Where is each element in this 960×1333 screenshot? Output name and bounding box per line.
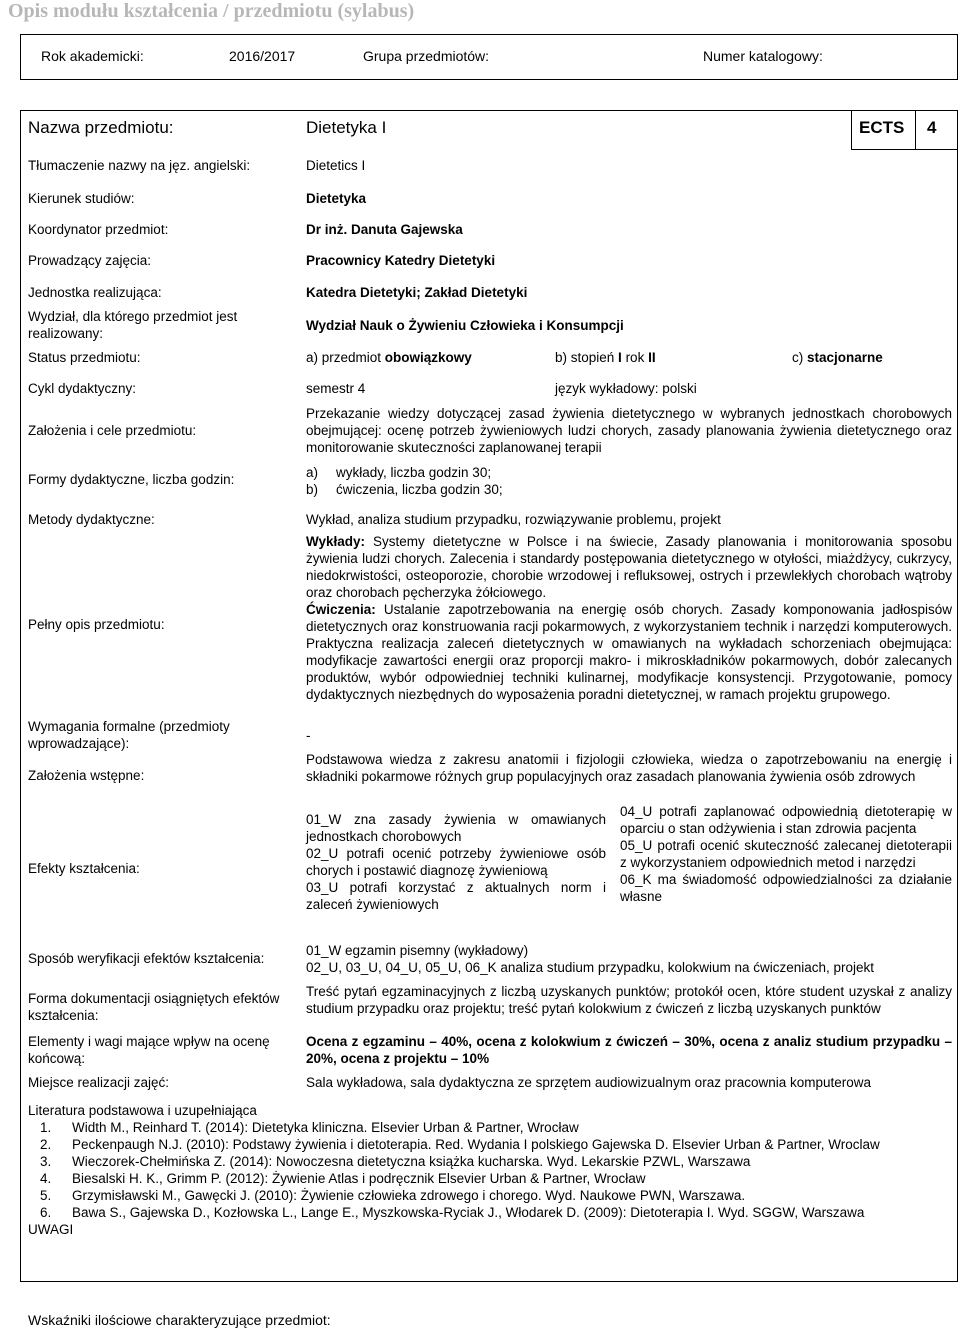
course-name-value: Dietetyka I [306,118,387,137]
kierunek-label: Kierunek studiów: [28,191,135,206]
koordynator-value: Dr inż. Danuta Gajewska [306,222,463,237]
literatura-item: 4. Biesalski H. K., Grimm P. (2012): Żywienie Atlas i podręcznik Elsevier Urban & Partner, Wrocław [40,1171,646,1186]
metody-label: Metody dydaktyczne: [28,512,155,527]
wydzial-value: Wydział Nauk o Żywieniu Człowieka i Konsumpcji [306,318,624,333]
opis-label: Pełny opis przedmiotu: [28,617,165,632]
footer-text: Wskaźniki ilościowe charakteryzujące przedmiot: [28,1312,331,1328]
ects-divider [915,110,916,150]
literatura-label: Literatura podstawowa i uzupełniająca [28,1103,257,1118]
dokumentacja-value: Treść pytań egzaminacyjnych z liczbą uzyskanych punktów; protokół ocen, które student uzyskał z analizy studium przypadku oraz projektu; treść pytań kolokwium z ćwiczeń z liczbą uzyskanych punktów [306,984,952,1016]
efekty-left: 01_W zna zasady żywienia w omawianych jednostkach chorobowych 02_U potrafi ocenić potrzeby żywieniowe osób chorych i postawić diagnozę żywieniową 03_U potrafi korzystać z aktualnych norm i zaleceń żywieniowych [306,812,606,912]
koordynator-label: Koordynator przedmiot: [28,222,169,237]
rok-value: 2016/2017 [229,48,296,64]
cykl-value: semestr 4 [306,381,366,396]
literatura-item: 2. Peckenpaugh N.J. (2010): Podstawy żywienia i dietoterapia. Red. Wydania I polskiego Gajewska D. Elsevier Urban & Partner, Wroclaw [40,1137,880,1152]
numer-label: Numer katalogowy: [703,48,823,64]
ects-value: 4 [927,118,937,137]
status-b: b) stopień I rok II [555,350,656,365]
status-a: a) przedmiot obowiązkowy [306,350,472,365]
tlumaczenie-label: Tłumaczenie nazwy na jęz. angielski: [28,158,251,173]
uwagi-label: UWAGI [28,1222,74,1237]
jednostka-value: Katedra Dietetyki; Zakład Dietetyki [306,285,528,300]
literatura-section [28,1102,880,1238]
literatura-item: 3. Wieczorek-Chełmińska Z. (2014): Nowoczesna dietetyczna książka kucharska. Wyd. Lekarskie PZWL, Warszawa [40,1154,751,1169]
wymagania-value: - [306,728,311,743]
status-c: c) stacjonarne [792,350,883,365]
cykl-label: Cykl dydaktyczny: [28,381,137,396]
jezyk-value: język wykładowy: polski [555,381,697,396]
literatura-list [28,1119,880,1221]
opis-value: Wykłady: Systemy dietetyczne w Polsce i na świecie, Zasady planowania i monitorowania sposobu żywienia ludzi chorych. Zalecenia i standardy postępowania dietetycznego w otyłości, miażdżycy, cukrzycy, niedokrwistości, osteoporozie, chorobie wrzodowej i refluksowej, ostrych i przewlekłych chorobach wątroby oraz chorobach pęcherzyka żółciowego. Ćwiczenia: Ustalanie zapotrzebowania na energię osób chorych. Zasady komponowania jadłospisów dietetycznych oraz konstruowania racji pokarmowych, z wykorzystaniem technik i narzędzi komputerowych. Praktyczna realizacja zaleceń dietetycznych w omawianych na wykładach schorzeniach obejmująca: modyfikacje zawartości energii oraz proporcji makro- i mikroskładników pokarmowych, dobór zalecanych produktów, wybór odpowiedniej techniki kulinarnej, modyfikacje konsystencji. Przygotowanie, pomocy dydaktycznych niezbędnych do wyposażenia poradni dietetycznej, w ramach projektu grupowego. [306,534,952,702]
prowadzacy-value: Pracownicy Katedry Dietetyki [306,253,496,268]
elementy-label: Elementy i wagi mające wpływ na ocenę końcową: [28,1034,270,1066]
zalozenia-label: Założenia i cele przedmiotu: [28,423,197,438]
weryfikacja-label: Sposób weryfikacji efektów kształcenia: [28,951,265,966]
formy-label: Formy dydaktyczne, liczba godzin: [28,472,235,487]
ects-label: ECTS [859,118,905,137]
zalozenia-value: Przekazanie wiedzy dotyczącej zasad żywienia dietetycznego w wybranych jednostkach chorobowych obejmującej: ocenę potrzeb żywieniowych ludzi chorych, zasady planowania żywienia dietetycznego oraz monitorowanie skuteczności zaplanowanej terapii [306,406,952,455]
jednostka-label: Jednostka realizująca: [28,285,162,300]
miejsce-label: Miejsce realizacji zajęć: [28,1075,170,1090]
elementy-value: Ocena z egzaminu – 40%, ocena z kolokwium z ćwiczeń – 30%, ocena z analiz studium przypadku – 20%, ocena z projektu – 10% [306,1034,952,1066]
literatura-item: 6. Bawa S., Gajewska D., Kozłowska L., Lange E., Myszkowska-Ryciak J., Włodarek D. (2009): Dietoterapia I. Wyd. SGGW, Warszawa [40,1205,865,1220]
efekty-label: Efekty kształcenia: [28,861,140,876]
grupa-label: Grupa przedmiotów: [363,48,490,64]
zalozenia-wstepne-value: Podstawowa wiedza z zakresu anatomii i fizjologii człowieka, wiedza o zapotrzebowaniu na energię i składniki pokarmowe różnych grup populacyjnych oraz zasadach planowania żywienia osób zdrowych [306,752,952,784]
rok-label: Rok akademicki: [41,48,144,64]
page-title: Opis modułu kształcenia / przedmiotu (sylabus) [8,0,415,22]
zalozenia-wstepne-label: Założenia wstępne: [28,768,145,783]
prowadzacy-label: Prowadzący zajęcia: [28,253,152,268]
metody-value: Wykład, analiza studium przypadku, rozwiązywanie problemu, projekt [306,512,721,527]
formy-list: a) wykłady, liczba godzin 30; b) ćwiczenia, liczba godzin 30; [306,465,503,497]
header-table [20,34,958,80]
weryfikacja-value: 01_W egzamin pisemny (wykładowy) 02_U, 03_U, 04_U, 05_U, 06_K analiza studium przypadku, kolokwium na ćwiczeniach, projekt [306,943,875,975]
status-label: Status przedmiotu: [28,350,141,365]
literatura-item: 1. Width M., Reinhard T. (2014): Dietetyka kliniczna. Elsevier Urban & Partner, Wrocław [40,1120,579,1135]
literatura-item: 5. Grzymisławski M., Gawęcki J. (2010): Żywienie człowieka zdrowego i chorego. Wyd. Naukowe PWN, Warszawa. [40,1188,746,1203]
miejsce-value: Sala wykładowa, sala dydaktyczna ze sprzętem audiowizualnym oraz pracownia komputerowa [306,1075,872,1090]
kierunek-value: Dietetyka [306,191,367,206]
dokumentacja-label: Forma dokumentacji osiągniętych efektów kształcenia: [28,991,280,1023]
efekty-right: 04_U potrafi zaplanować odpowiednią dietoterapię w oparciu o stan odżywienia i stan zdrowia pacjenta 05_U potrafi ocenić skuteczność zalecanej dietoterapii z wykorzystaniem odpowiednich metod i narzędzi 06_K ma świadomość odpowiedzialności za działanie własne [620,804,952,904]
course-name-label: Nazwa przedmiotu: [28,118,174,137]
wydzial-label: Wydział, dla którego przedmiot jest realizowany: [28,309,238,341]
wymagania-label: Wymagania formalne (przedmioty wprowadzające): [28,719,230,751]
tlumaczenie-value: Dietetics I [306,158,366,173]
